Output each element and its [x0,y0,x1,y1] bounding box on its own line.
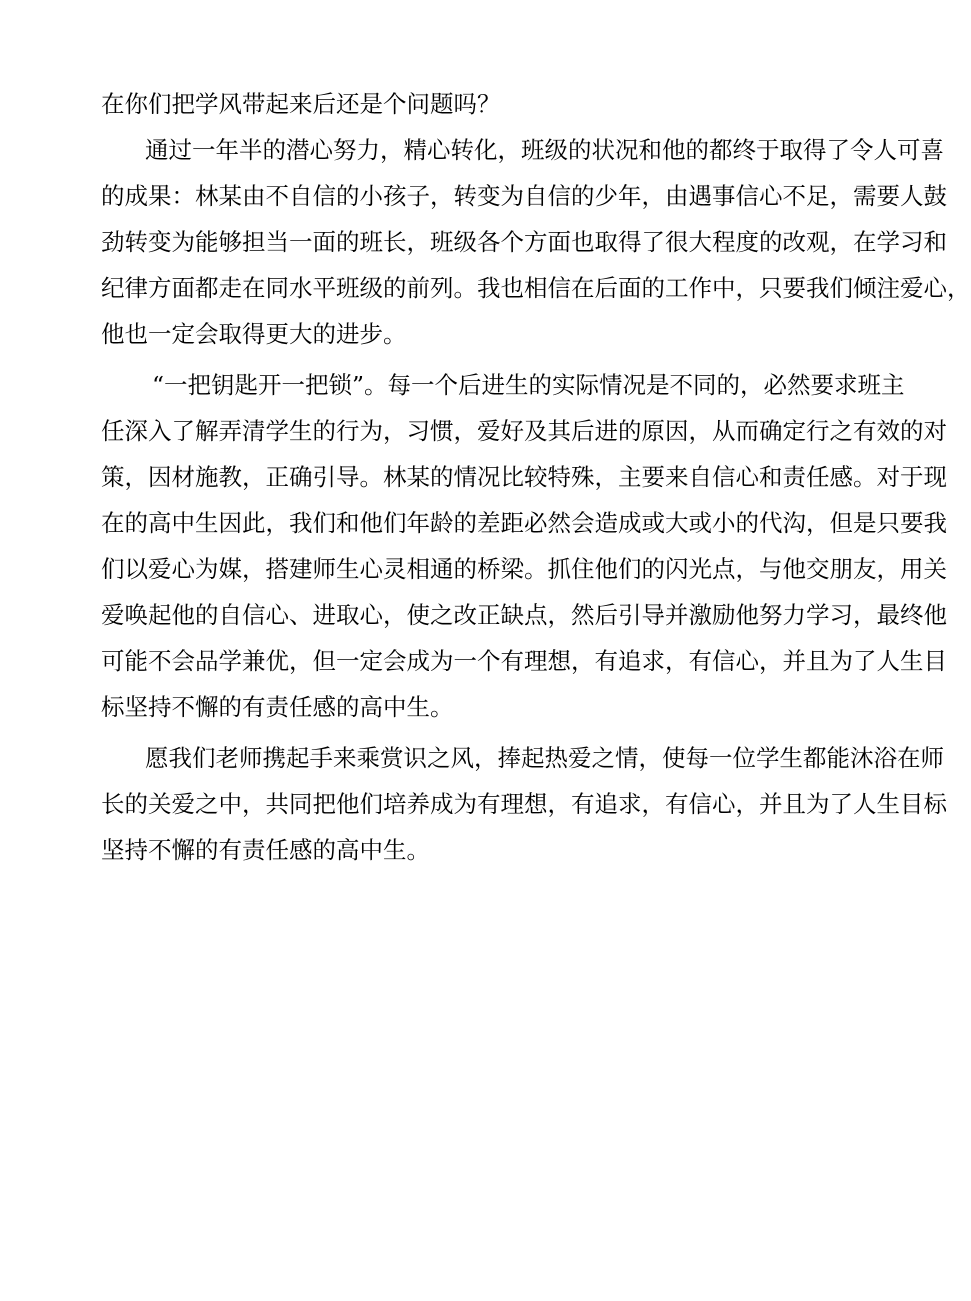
paragraph-3-line-2: 任深入了解弄清学生的行为，习惯，爱好及其后进的原因，从而确定行之有效的对 [101,417,947,445]
paragraph-2-line-2: 的成果：林某由不自信的小孩子，转变为自信的少年，由遇事信心不足，需要人鼓 [101,182,947,210]
paragraph-2-line-4: 纪律方面都走在同水平班级的前列。我也相信在后面的工作中，只要我们倾注爱心， [101,274,971,302]
paragraph-2-line-1: 通过一年半的潜心努力，精心转化，班级的状况和他的都终于取得了令人可喜 [145,136,944,164]
paragraph-4-line-3: 坚持不懈的有责任感的高中生。 [101,836,430,864]
paragraph-2-line-5: 他也一定会取得更大的进步。 [101,320,407,348]
paragraph-3-line-7: 可能不会品学兼优，但一定会成为一个有理想，有追求，有信心，并且为了人生目 [101,647,947,675]
paragraph-2-line-3: 劲转变为能够担当一面的班长，班级各个方面也取得了很大程度的改观，在学习和 [101,228,947,256]
paragraph-3-line-8: 标坚持不懈的有责任感的高中生。 [101,693,454,721]
paragraph-4-line-2: 长的关爱之中，共同把他们培养成为有理想，有追求，有信心，并且为了人生目标 [101,790,947,818]
paragraph-3-line-4: 在的高中生因此，我们和他们年龄的差距必然会造成或大或小的代沟，但是只要我 [101,509,947,537]
paragraph-1-line-1: 在你们把学风带起来后还是个问题吗？ [101,90,501,118]
paragraph-3-line-1: “一把钥匙开一把锁”。每一个后进生的实际情况是不同的，必然要求班主 [152,371,905,399]
paragraph-4-line-1: 愿我们老师携起手来乘赏识之风，捧起热爱之情，使每一位学生都能沐浴在师 [145,744,944,772]
paragraph-3-line-6: 爱唤起他的自信心、进取心，使之改正缺点，然后引导并激励他努力学习，最终他 [101,601,947,629]
paragraph-3-line-5: 们以爱心为媒，搭建师生心灵相通的桥梁。抓住他们的闪光点，与他交朋友，用关 [101,555,947,583]
paragraph-3-line-3: 策，因材施教，正确引导。林某的情况比较特殊，主要来自信心和责任感。对于现 [101,463,947,491]
